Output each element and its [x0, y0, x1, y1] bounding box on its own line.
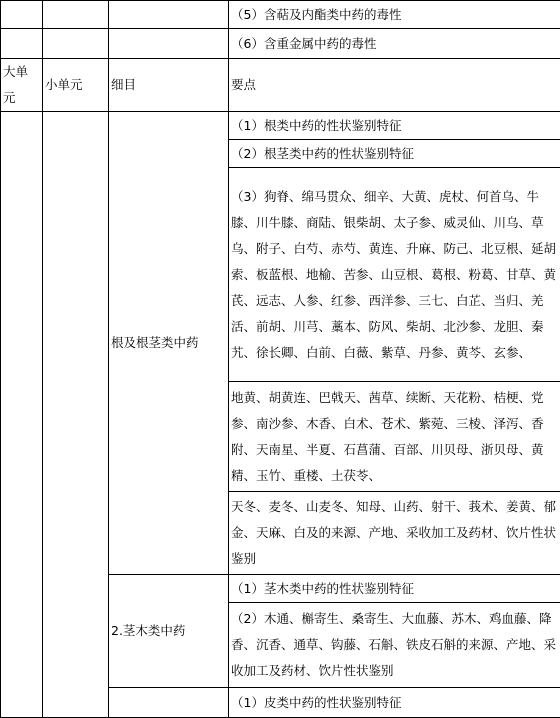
point-cell: （1）根类中药的性状鉴别特征 — [229, 112, 560, 140]
point-cell: （2）根茎类中药的性状鉴别特征 — [229, 140, 560, 168]
table-row — [1, 112, 560, 140]
point-cell: （5）含萜及内酯类中药的毒性 — [229, 1, 560, 29]
detail-cell: 2.茎木类中药 — [109, 575, 229, 688]
subunit-cell — [43, 112, 109, 718]
detail-cell — [109, 688, 229, 718]
header-unit: 大单元 — [1, 59, 43, 112]
point-cell: （1）皮类中药的性状鉴别特征 — [229, 688, 560, 718]
header-row — [1, 59, 560, 112]
table-cell — [1, 1, 43, 29]
header-points: 要点 — [229, 59, 560, 112]
detail-cell: 根及根茎类中药 — [109, 112, 229, 575]
point-cell: （2）木通、槲寄生、桑寄生、大血藤、苏木、鸡血藤、降香、沉香、通草、钩藤、石斛、铁皮石斛的来源、产地、采收加工及药材、饮片性状鉴别 — [229, 603, 560, 688]
point-cell: 地黄、胡黄连、巴戟天、茜草、续断、天花粉、桔梗、党参、南沙参、木香、白术、苍术、紫菀、三棱、泽泻、香附、天南星、半夏、石菖蒲、百部、川贝母、浙贝母、黄精、玉竹、重楼、土茯苓、 — [229, 382, 560, 492]
table-row — [1, 1, 560, 29]
unit-cell — [1, 112, 43, 718]
point-cell: （6）含重金属中药的毒性 — [229, 29, 560, 59]
header-detail: 细目 — [109, 59, 229, 112]
point-cell: 天冬、麦冬、山麦冬、知母、山药、射干、莪术、姜黄、郁金、天麻、白及的来源、产地、采收加工及药材、饮片性状鉴别 — [229, 492, 560, 575]
table-cell — [109, 29, 229, 59]
table-row — [1, 29, 560, 59]
table-cell — [1, 29, 43, 59]
table-cell — [109, 1, 229, 29]
point-cell: （1）茎木类中药的性状鉴别特征 — [229, 575, 560, 603]
table-cell — [43, 29, 109, 59]
point-cell: （3）狗脊、绵马贯众、细辛、大黄、虎杖、何首乌、牛膝、川牛膝、商陆、银柴胡、太子参、威灵仙、川乌、草乌、附子、白芍、赤芍、黄连、升麻、防己、北豆根、延胡索、板蓝根、地榆、苦参、山豆根、葛根、粉葛、甘草、黄芪、远志、人参、红参、西洋参、三七、白芷、当归、羌活、前胡、川芎、藁本、防风、柴胡、北沙参、龙胆、秦艽、徐长卿、白前、白薇、紫草、丹参、黄芩、玄参、 — [229, 168, 560, 382]
header-subunit: 小单元 — [43, 59, 109, 112]
table-cell — [43, 1, 109, 29]
